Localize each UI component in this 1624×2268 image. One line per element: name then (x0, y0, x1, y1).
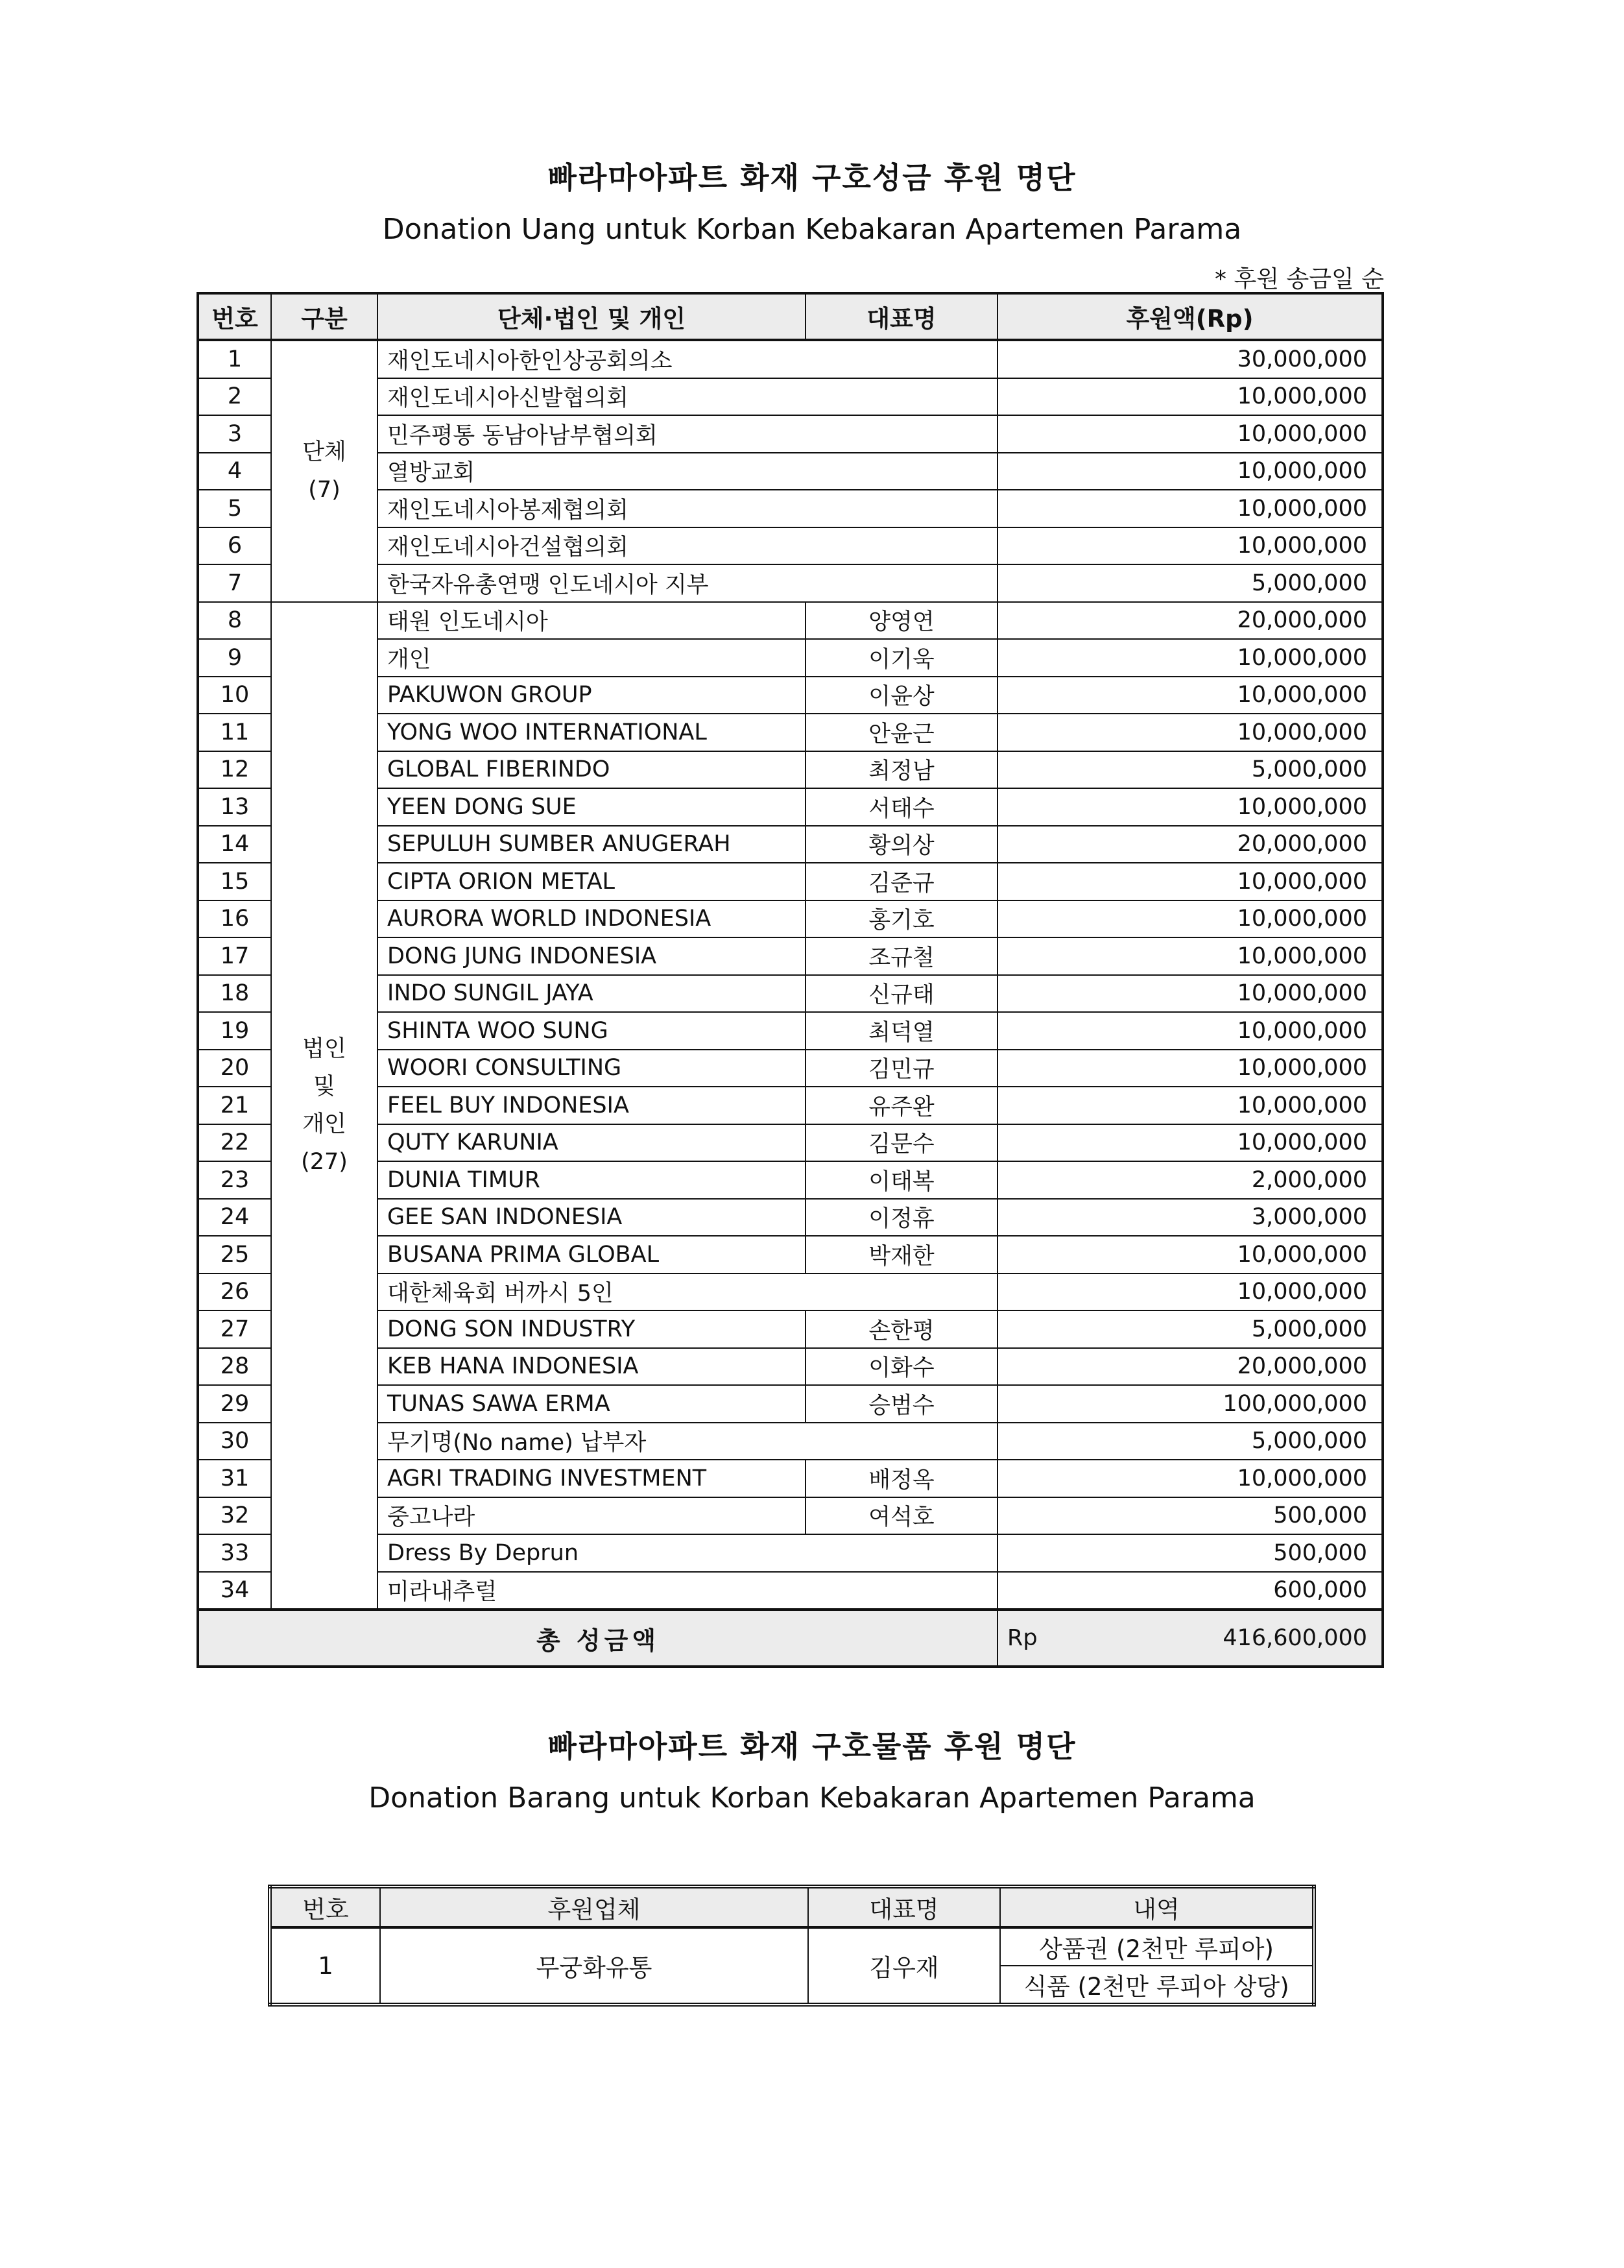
row-amount: 10,000,000 (997, 975, 1383, 1013)
goods-rep: 김우재 (808, 1927, 1000, 2005)
goods-header-rep: 대표명 (808, 1887, 1000, 1927)
row-no: 26 (198, 1273, 271, 1311)
goods-sponsor: 무궁화유통 (380, 1927, 808, 2005)
donation-rows (198, 340, 1383, 1610)
row-no: 1 (198, 340, 271, 378)
row-org: QUTY KARUNIA (377, 1124, 806, 1162)
row-org: YONG WOO INTERNATIONAL (377, 714, 806, 751)
row-rep: 배정옥 (806, 1460, 997, 1497)
row-rep: 김민규 (806, 1050, 997, 1087)
row-rep: 서태수 (806, 788, 997, 826)
row-org: FEEL BUY INDONESIA (377, 1087, 806, 1124)
row-org: GLOBAL FIBERINDO (377, 751, 806, 789)
header-no: 번호 (198, 293, 271, 340)
row-rep: 이윤상 (806, 677, 997, 714)
row-org: 재인도네시아한인상공회의소 (377, 340, 997, 378)
row-org: DONG JUNG INDONESIA (377, 937, 806, 975)
row-amount: 10,000,000 (997, 1273, 1383, 1311)
row-amount: 10,000,000 (997, 490, 1383, 527)
row-rep: 신규태 (806, 975, 997, 1013)
row-amount: 20,000,000 (997, 602, 1383, 640)
row-rep: 양영연 (806, 602, 997, 640)
row-org: 한국자유총연맹 인도네시아 지부 (377, 564, 997, 602)
row-no: 20 (198, 1050, 271, 1087)
cash-donation-table (197, 292, 1384, 1668)
row-no: 2 (198, 378, 271, 416)
row-no: 29 (198, 1385, 271, 1423)
row-no: 27 (198, 1310, 271, 1348)
row-org: 대한체육회 버까시 5인 (377, 1273, 997, 1311)
goods-no: 1 (270, 1927, 380, 2005)
total-currency: Rp (1007, 1625, 1038, 1651)
row-rep: 유주완 (806, 1087, 997, 1124)
row-no: 11 (198, 714, 271, 751)
goods-header-sponsor: 후원업체 (380, 1887, 808, 1927)
row-no: 7 (198, 564, 271, 602)
total-amount: 416,600,000 (1223, 1625, 1367, 1651)
row-org: SEPULUH SUMBER ANUGERAH (377, 826, 806, 863)
row-amount: 10,000,000 (997, 1087, 1383, 1124)
row-amount: 10,000,000 (997, 714, 1383, 751)
row-org: AURORA WORLD INDONESIA (377, 900, 806, 938)
row-org: 중고나라 (377, 1497, 806, 1535)
row-amount: 100,000,000 (997, 1385, 1383, 1423)
header-rep: 대표명 (806, 293, 997, 340)
row-org: 개인 (377, 639, 806, 677)
row-amount: 5,000,000 (997, 1310, 1383, 1348)
row-org: YEEN DONG SUE (377, 788, 806, 826)
row-amount: 5,000,000 (997, 751, 1383, 789)
sort-order-note: * 후원 송금일 순 (1215, 266, 1384, 293)
row-amount: 10,000,000 (997, 1460, 1383, 1497)
row-amount: 10,000,000 (997, 1124, 1383, 1162)
row-no: 16 (198, 900, 271, 938)
goods-detail: 상품권 (2천만 루피아) (1000, 1927, 1314, 1966)
row-org: 재인도네시아봉제협의회 (377, 490, 997, 527)
row-rep: 이화수 (806, 1348, 997, 1386)
table-row (198, 602, 1383, 640)
cash-donation-title-id: Donation Uang untuk Korban Kebakaran Apartemen Parama (382, 213, 1242, 246)
row-no: 33 (198, 1534, 271, 1572)
row-org: 재인도네시아신발협의회 (377, 378, 997, 416)
row-no: 30 (198, 1423, 271, 1460)
row-no: 14 (198, 826, 271, 863)
row-org: WOORI CONSULTING (377, 1050, 806, 1087)
goods-donation-title-id: Donation Barang untuk Korban Kebakaran Apartemen Parama (368, 1781, 1256, 1815)
row-rep: 김준규 (806, 863, 997, 900)
row-amount: 5,000,000 (997, 564, 1383, 602)
row-org: DONG SON INDUSTRY (377, 1310, 806, 1348)
goods-row (270, 1927, 1314, 1966)
row-org: TUNAS SAWA ERMA (377, 1385, 806, 1423)
row-no: 25 (198, 1236, 271, 1273)
row-amount: 10,000,000 (997, 900, 1383, 938)
row-org: CIPTA ORION METAL (377, 863, 806, 900)
header-org: 단체·법인 및 개인 (377, 293, 806, 340)
row-no: 24 (198, 1199, 271, 1237)
row-amount: 10,000,000 (997, 677, 1383, 714)
row-amount: 2,000,000 (997, 1161, 1383, 1199)
row-org: AGRI TRADING INVESTMENT (377, 1460, 806, 1497)
row-rep: 최정남 (806, 751, 997, 789)
total-amount-cell (997, 1610, 1383, 1667)
row-rep: 홍기호 (806, 900, 997, 938)
row-rep: 이태복 (806, 1161, 997, 1199)
row-rep: 이정휴 (806, 1199, 997, 1237)
row-amount: 10,000,000 (997, 1012, 1383, 1050)
row-amount: 20,000,000 (997, 826, 1383, 863)
row-no: 5 (198, 490, 271, 527)
row-rep: 김문수 (806, 1124, 997, 1162)
category-corp-individual: 법인 및 개인 (27) (271, 602, 377, 1610)
row-amount: 10,000,000 (997, 788, 1383, 826)
row-no: 18 (198, 975, 271, 1013)
row-amount: 10,000,000 (997, 378, 1383, 416)
row-no: 28 (198, 1348, 271, 1386)
row-rep: 손한평 (806, 1310, 997, 1348)
row-amount: 10,000,000 (997, 937, 1383, 975)
row-no: 6 (198, 527, 271, 565)
row-rep: 박재한 (806, 1236, 997, 1273)
row-no: 8 (198, 602, 271, 640)
cash-donation-title-ko: 빠라마아파트 화재 구호성금 후원 명단 (547, 160, 1077, 195)
row-no: 34 (198, 1572, 271, 1610)
row-amount: 10,000,000 (997, 415, 1383, 453)
row-amount: 10,000,000 (997, 453, 1383, 490)
row-amount: 10,000,000 (997, 1050, 1383, 1087)
goods-detail: 식품 (2천만 루피아 상당) (1000, 1966, 1314, 2005)
header-amount: 후원액(Rp) (997, 293, 1383, 340)
table-row (198, 340, 1383, 378)
row-org: KEB HANA INDONESIA (377, 1348, 806, 1386)
row-rep: 이기욱 (806, 639, 997, 677)
category-group: 단체 (7) (271, 340, 377, 602)
row-org: BUSANA PRIMA GLOBAL (377, 1236, 806, 1273)
goods-header-detail: 내역 (1000, 1887, 1314, 1927)
row-org: 열방교회 (377, 453, 997, 490)
row-no: 3 (198, 415, 271, 453)
row-amount: 20,000,000 (997, 1348, 1383, 1386)
row-amount: 10,000,000 (997, 527, 1383, 565)
row-rep: 승범수 (806, 1385, 997, 1423)
row-org: 무기명(No name) 납부자 (377, 1423, 997, 1460)
row-org: DUNIA TIMUR (377, 1161, 806, 1199)
row-org: 민주평통 동남아남부협의회 (377, 415, 997, 453)
row-org: SHINTA WOO SUNG (377, 1012, 806, 1050)
row-no: 13 (198, 788, 271, 826)
goods-header-no: 번호 (270, 1887, 380, 1927)
row-no: 17 (198, 937, 271, 975)
header-category: 구분 (271, 293, 377, 340)
row-amount: 10,000,000 (997, 639, 1383, 677)
row-no: 15 (198, 863, 271, 900)
total-label: 총 성금액 (198, 1610, 997, 1667)
row-no: 4 (198, 453, 271, 490)
row-amount: 10,000,000 (997, 863, 1383, 900)
total-row (198, 1610, 1383, 1667)
row-no: 10 (198, 677, 271, 714)
row-rep: 여석호 (806, 1497, 997, 1535)
goods-donation-title-ko: 빠라마아파트 화재 구호물품 후원 명단 (547, 1729, 1077, 1764)
row-org: PAKUWON GROUP (377, 677, 806, 714)
row-amount: 5,000,000 (997, 1423, 1383, 1460)
row-no: 32 (198, 1497, 271, 1535)
row-amount: 3,000,000 (997, 1199, 1383, 1237)
row-org: 미라내추럴 (377, 1572, 997, 1610)
row-org: 재인도네시아건설협의회 (377, 527, 997, 565)
table-header-row (198, 293, 1383, 340)
row-amount: 600,000 (997, 1572, 1383, 1610)
row-org: Dress By Deprun (377, 1534, 997, 1572)
row-org: GEE SAN INDONESIA (377, 1199, 806, 1237)
row-amount: 500,000 (997, 1534, 1383, 1572)
row-no: 23 (198, 1161, 271, 1199)
row-rep: 안윤근 (806, 714, 997, 751)
row-amount: 500,000 (997, 1497, 1383, 1535)
row-no: 31 (198, 1460, 271, 1497)
row-no: 12 (198, 751, 271, 789)
goods-donation-table (268, 1885, 1316, 2007)
row-amount: 10,000,000 (997, 1236, 1383, 1273)
row-org: 태원 인도네시아 (377, 602, 806, 640)
goods-header-row (270, 1887, 1314, 1927)
row-no: 21 (198, 1087, 271, 1124)
row-rep: 조규철 (806, 937, 997, 975)
row-no: 9 (198, 639, 271, 677)
row-rep: 최덕열 (806, 1012, 997, 1050)
row-amount: 30,000,000 (997, 340, 1383, 378)
row-no: 19 (198, 1012, 271, 1050)
row-rep: 황의상 (806, 826, 997, 863)
row-org: INDO SUNGIL JAYA (377, 975, 806, 1013)
row-no: 22 (198, 1124, 271, 1162)
